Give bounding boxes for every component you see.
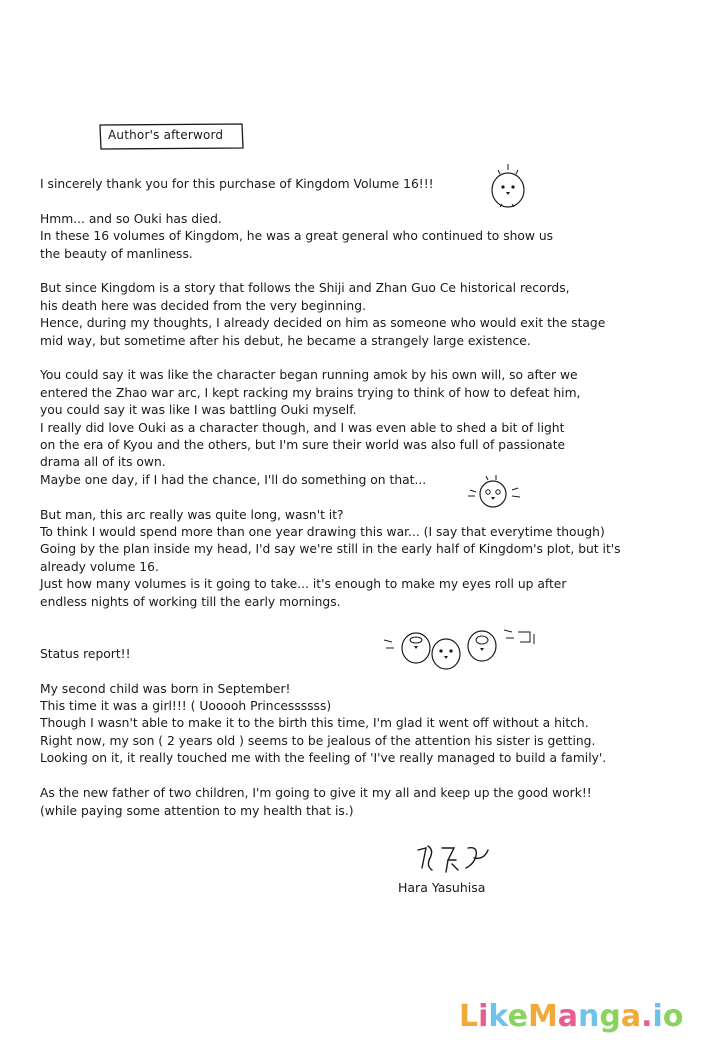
paragraph xyxy=(40,367,710,489)
bird-mascot-icon xyxy=(462,472,524,512)
page-title: Author's afterword xyxy=(108,128,224,142)
paragraph xyxy=(40,507,710,611)
watermark-logo xyxy=(455,992,725,1036)
paragraph xyxy=(40,176,710,193)
text-line: To think I would spend more than one year drawing this war... (I say that everytime though) xyxy=(40,525,605,540)
text-line: entered the Zhao war arc, I kept racking my brains trying to think of how to defeat him, xyxy=(40,385,581,400)
signature-icon xyxy=(408,838,498,878)
text-line: Going by the plan inside my head, I'd say we're still in the early half of Kingdom's plot, but it's xyxy=(40,542,621,557)
text-line: Though I wasn't able to make it to the birth this time, I'm glad it went off without a hitch. xyxy=(40,716,589,731)
header-box xyxy=(98,122,244,150)
text-line: But man, this arc really was quite long, wasn't it? xyxy=(40,507,344,522)
watermark-text: LikeManga.io xyxy=(459,999,684,1034)
text-line: This time it was a girl!!! ( Uooooh Princessssss) xyxy=(40,699,332,714)
text-line: But since Kingdom is a story that follows the Shiji and Zhan Guo Ce historical records, xyxy=(40,281,570,296)
paragraph xyxy=(40,211,710,263)
text-line: You could say it was like the character began running amok by his own will, so after we xyxy=(40,368,578,383)
text-line: Hmm... and so Ouki has died. xyxy=(40,211,222,226)
text-line: (while paying some attention to my health that is.) xyxy=(40,803,354,818)
text-line: already volume 16. xyxy=(40,559,159,574)
text-line: mid way, but sometime after his debut, he became a strangely large existence. xyxy=(40,333,531,348)
text-line: his death here was decided from the very beginning. xyxy=(40,298,366,313)
text-line: drama all of its own. xyxy=(40,455,166,470)
paragraph xyxy=(40,681,710,768)
text-line: Just how many volumes is it going to take... it's enough to make my eyes roll up after xyxy=(40,577,567,592)
text-line: My second child was born in September! xyxy=(40,681,291,696)
text-line: As the new father of two children, I'm going to give it my all and keep up the good work!! xyxy=(40,786,592,801)
afterword-body xyxy=(40,176,710,820)
text-line: I really did love Ouki as a character though, and I was even able to shed a bit of light xyxy=(40,420,565,435)
bird-family-icon xyxy=(382,620,550,678)
text-line: Maybe one day, if I had the chance, I'll do something on that... xyxy=(40,472,427,487)
text-line: Right now, my son ( 2 years old ) seems to be jealous of the attention his sister is getting. xyxy=(40,733,596,748)
text-line: Status report!! xyxy=(40,646,131,661)
text-line: In these 16 volumes of Kingdom, he was a great general who continued to show us xyxy=(40,229,554,244)
text-line: endless nights of working till the early mornings. xyxy=(40,594,341,609)
text-line: I sincerely thank you for this purchase of Kingdom Volume 16!!! xyxy=(40,177,434,191)
paragraph xyxy=(40,646,710,663)
text-line: the beauty of manliness. xyxy=(40,246,193,261)
paragraph xyxy=(40,280,710,350)
text-line: on the era of Kyou and the others, but I'm sure their world was also full of passionate xyxy=(40,438,566,453)
paragraph xyxy=(40,785,710,820)
author-name: Hara Yasuhisa xyxy=(398,880,486,895)
text-line: Looking on it, it really touched me with the feeling of 'I've really managed to build a family'. xyxy=(40,751,607,766)
text-line: Hence, during my thoughts, I already decided on him as someone who would exit the stage xyxy=(40,316,606,331)
text-line: you could say it was like I was battling Ouki myself. xyxy=(40,403,357,418)
bird-mascot-icon xyxy=(480,160,536,212)
